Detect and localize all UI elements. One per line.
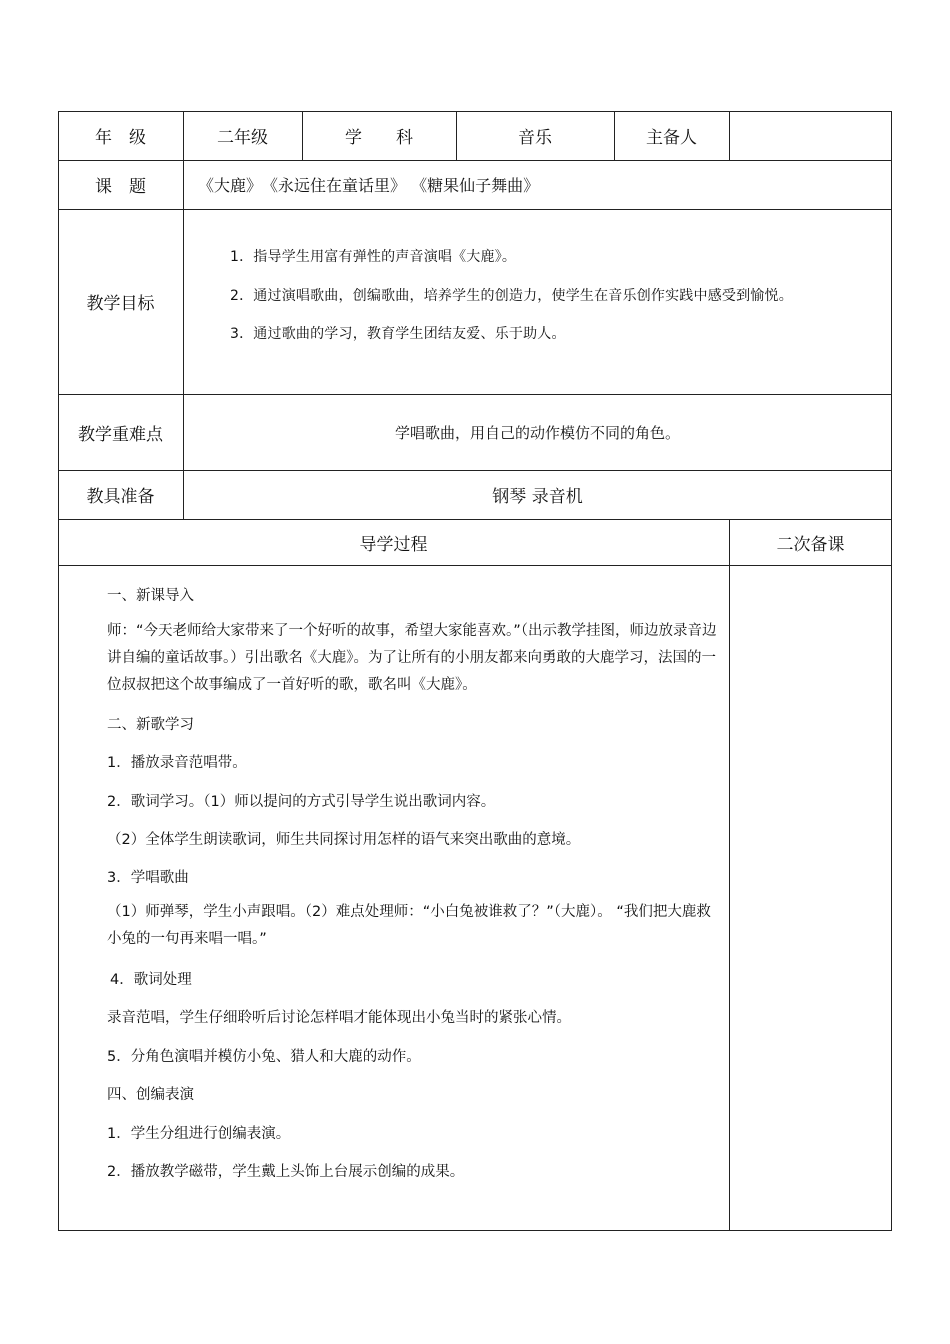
materials-value: 钢琴 录音机 [492, 487, 583, 507]
process-line: （2）全体学生朗读歌词，师生共同探讨用怎样的语气来突出歌曲的意境。 [107, 832, 581, 848]
process-line: 3．学唱歌曲 [107, 870, 189, 886]
grade-label: 年 级 [95, 128, 146, 148]
process-line: 5．分角色演唱并模仿小兔、猎人和大鹿的动作。 [107, 1049, 421, 1065]
process-line: 录音范唱，学生仔细聆听后讨论怎样唱才能体现出小兔当时的紧张心情。 [107, 1010, 571, 1026]
process-header: 导学过程 [359, 534, 428, 555]
process-line: 2．歌词学习。（1）师以提问的方式引导学生说出歌词内容。 [107, 794, 496, 810]
section-heading: 四、创编表演 [107, 1087, 194, 1103]
preparer-value [729, 111, 892, 160]
topic-value: 《大鹿》 《永远住在童话里》 《糖果仙子舞曲》 [198, 176, 540, 195]
column-divider [729, 519, 730, 1231]
subject-value: 音乐 [518, 128, 552, 148]
row-divider [58, 565, 892, 566]
objective-item: 2．通过演唱歌曲，创编歌曲，培养学生的创造力，使学生在音乐创作实践中感受到愉悦。 [230, 288, 793, 304]
process-line: 2．播放教学磁带，学生戴上头饰上台展示创编的成果。 [107, 1164, 465, 1180]
subject-label: 学 科 [345, 128, 413, 148]
topic-label: 课 题 [95, 177, 146, 197]
process-paragraph: 师：“今天老师给大家带来了一个好听的故事，希望大家能喜欢。”（出示教学挂图，师边放录音边讲自编的童话故事。）引出歌名《大鹿》。为了让所有的小朋友都来向勇敢的大鹿学习，法国的一位叔叔把这个故事编成了一首好听的歌，歌名叫《大鹿》。 [107, 623, 717, 693]
objective-item: 3．通过歌曲的学习，教育学生团结友爱、乐于助人。 [230, 326, 566, 342]
second-prep-header: 二次备课 [776, 534, 845, 555]
section-heading: 二、新歌学习 [107, 717, 194, 733]
key-points-label: 教学重难点 [78, 424, 163, 445]
preparer-label: 主备人 [646, 128, 697, 148]
key-points-value: 学唱歌曲，用自己的动作模仿不同的角色。 [394, 423, 680, 442]
process-line: 1．学生分组进行创编表演。 [107, 1126, 291, 1142]
section-heading: 一、新课导入 [107, 588, 194, 604]
process-paragraph: （1）师弹琴，学生小声跟唱。（2）难点处理师：“小白兔被谁救了？”（大鹿）。 “我们把大鹿救小兔的一句再来唱一唱。” [107, 904, 711, 947]
objectives-label: 教学目标 [86, 294, 155, 314]
objective-item: 1．指导学生用富有弹性的声音演唱《大鹿》。 [230, 249, 517, 265]
process-line: 1．播放录音范唱带。 [107, 755, 247, 771]
grade-value: 二年级 [217, 128, 268, 148]
materials-label: 教具准备 [86, 487, 155, 507]
process-line: 4．歌词处理 [110, 972, 192, 988]
